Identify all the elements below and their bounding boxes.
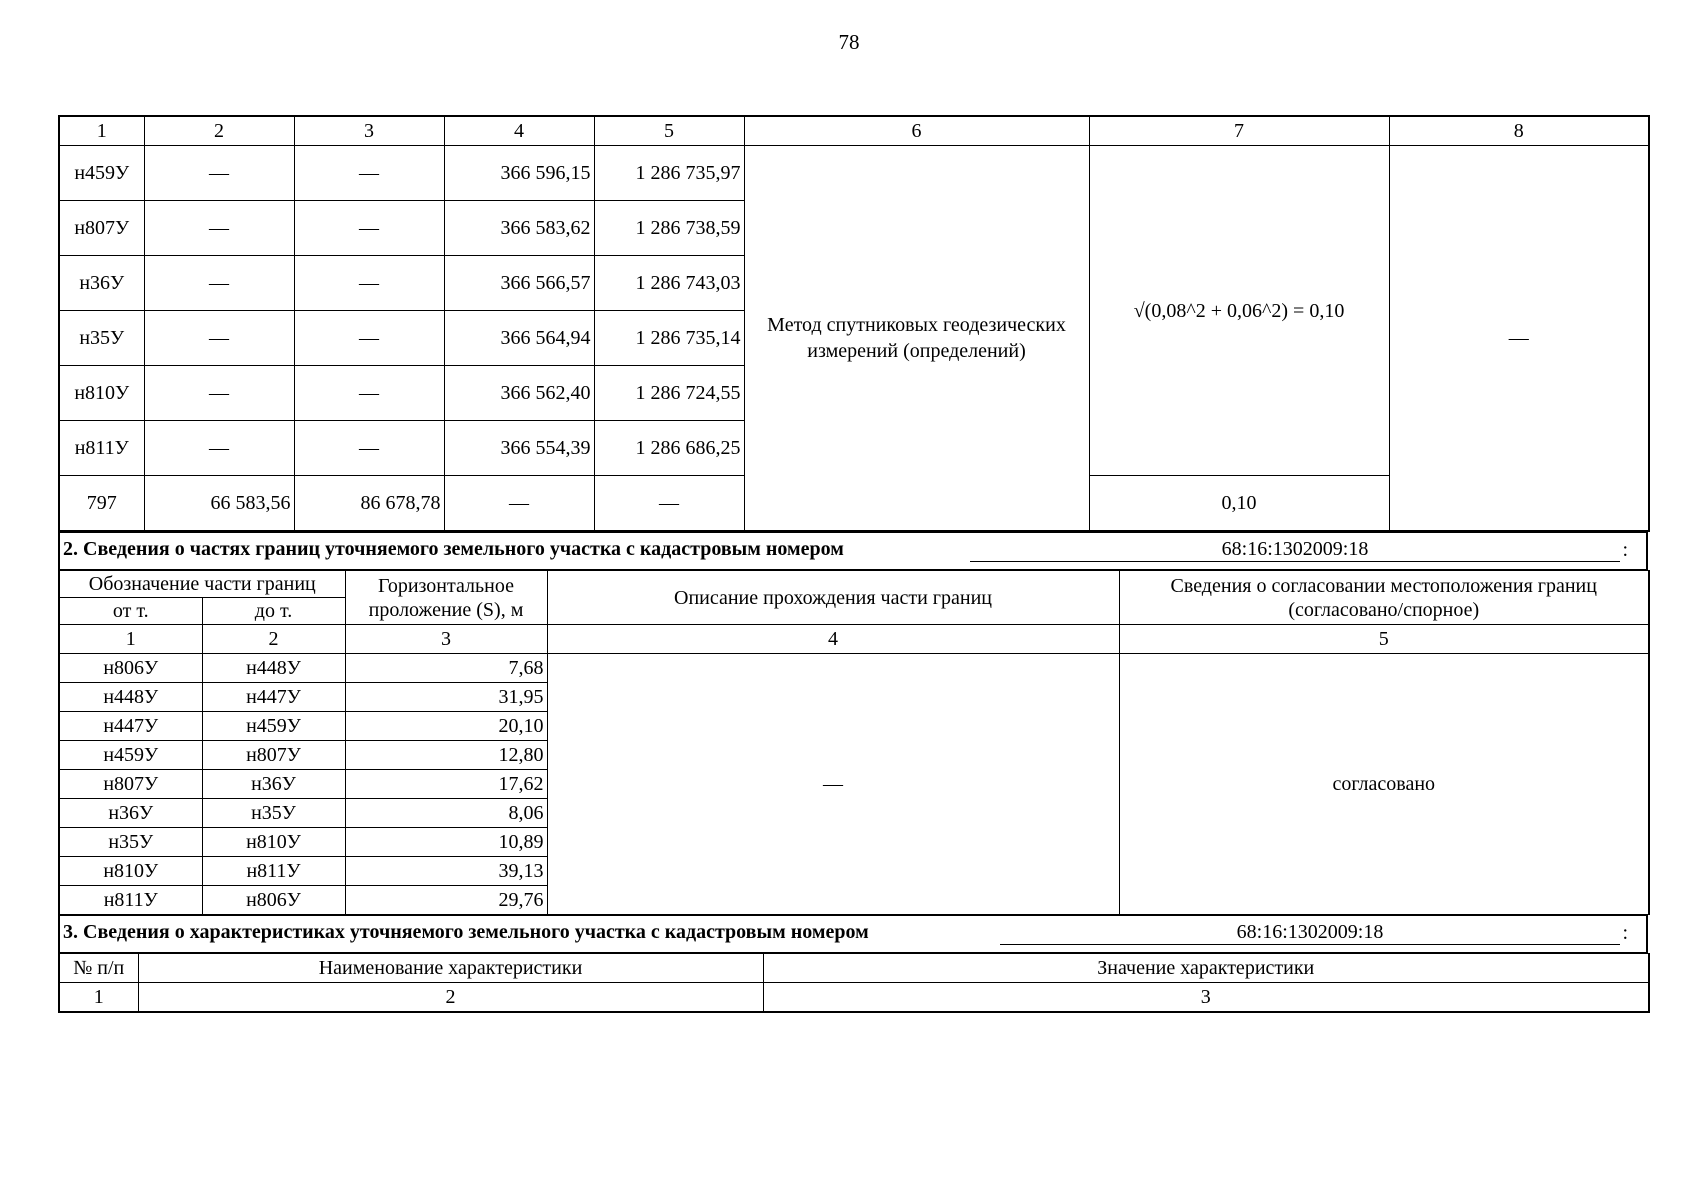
to-point: н811У [202,857,345,886]
new-y: 1 286 686,25 [594,421,744,476]
old-y: — [294,256,444,311]
to-point: н36У [202,770,345,799]
table-row [59,654,1649,683]
to-point: н448У [202,654,345,683]
table-row [59,146,1649,201]
section3-title: 3. Сведения о характеристиках уточняемого земельного участка с кадастровым номером [63,920,869,943]
new-x: 366 562,40 [444,366,594,421]
col-number: 2 [202,625,345,654]
col-number: 3 [763,983,1649,1013]
agreement-value: согласовано [1119,654,1649,915]
col-header: 6 [744,116,1089,146]
accuracy-formula: √(0,08^2 + 0,06^2) = 0,10 [1089,146,1389,476]
old-y: — [294,421,444,476]
point-name: н810У [59,366,144,421]
section2-title: 2. Сведения о частях границ уточняемого земельного участка с кадастровым номером [63,537,844,560]
section3-heading [59,916,1647,953]
to-point: н807У [202,741,345,770]
accuracy-last: 0,10 [1089,476,1389,532]
coordinates-table [58,115,1650,532]
new-y: 1 286 738,59 [594,201,744,256]
old-x: — [144,311,294,366]
old-y: — [294,146,444,201]
point-name: н459У [59,146,144,201]
new-y: 1 286 743,03 [594,256,744,311]
col-number: 5 [1119,625,1649,654]
new-x: 366 583,62 [444,201,594,256]
point-name: н807У [59,201,144,256]
from-point: н810У [59,857,202,886]
to-header: до т. [202,598,345,625]
boundary-header-row [59,571,1649,598]
col-header: 4 [444,116,594,146]
section2-heading [59,533,1647,570]
old-x: — [144,146,294,201]
boundary-parts-table [58,570,1650,915]
to-point: н459У [202,712,345,741]
designation-header: Обозначение части границ [59,571,345,598]
col-number: 2 [138,983,763,1013]
description-value: — [547,654,1119,915]
from-point: н35У [59,828,202,857]
new-y: 1 286 724,55 [594,366,744,421]
col-header: 7 [1089,116,1389,146]
name-header: Наименование характеристики [138,954,763,983]
distance: 10,89 [345,828,547,857]
characteristics-colnum-row [59,983,1649,1013]
to-point: н810У [202,828,345,857]
col-number: 4 [547,625,1119,654]
point-name: 797 [59,476,144,532]
new-y: 1 286 735,14 [594,311,744,366]
old-y: — [294,366,444,421]
boundary-colnum-row [59,625,1649,654]
to-point: н806У [202,886,345,915]
old-y: 86 678,78 [294,476,444,532]
description-header: Описание прохождения части границ [547,571,1119,625]
new-x: 366 554,39 [444,421,594,476]
distance: 20,10 [345,712,547,741]
new-y: — [594,476,744,532]
old-x: — [144,256,294,311]
distance: 7,68 [345,654,547,683]
col-number: 1 [59,625,202,654]
section3-colon: : [1622,922,1628,944]
section2-cadastral-number: 68:16:1302009:18 [970,537,1620,562]
section3-heading-table [58,915,1648,953]
section3-cadastral-number: 68:16:1302009:18 [1000,920,1620,945]
old-x: — [144,366,294,421]
distance: 8,06 [345,799,547,828]
distance: 31,95 [345,683,547,712]
from-point: н811У [59,886,202,915]
col-header: 1 [59,116,144,146]
col-header: 2 [144,116,294,146]
col-header: 8 [1389,116,1649,146]
from-point: н36У [59,799,202,828]
from-point: н459У [59,741,202,770]
from-point: н448У [59,683,202,712]
agreement-header: Сведения о согласовании местоположения границ (согласовано/спорное) [1119,571,1649,625]
from-point: н806У [59,654,202,683]
old-y: — [294,311,444,366]
new-x: 366 566,57 [444,256,594,311]
distance: 29,76 [345,886,547,915]
new-y: 1 286 735,97 [594,146,744,201]
new-x: 366 564,94 [444,311,594,366]
coordinates-header-row [59,116,1649,146]
section2-heading-table [58,532,1648,570]
point-name: н36У [59,256,144,311]
old-y: — [294,201,444,256]
document-body [58,115,1648,1013]
characteristics-table [58,953,1650,1013]
distance: 39,13 [345,857,547,886]
col8-value: — [1389,146,1649,532]
distance-header: Горизонтальное проложение (S), м [345,571,547,625]
distance: 17,62 [345,770,547,799]
point-name: н811У [59,421,144,476]
distance: 12,80 [345,741,547,770]
col-number: 1 [59,983,138,1013]
new-x: — [444,476,594,532]
from-header: от т. [59,598,202,625]
col-header: 3 [294,116,444,146]
from-point: н447У [59,712,202,741]
point-name: н35У [59,311,144,366]
num-header: № п/п [59,954,138,983]
to-point: н447У [202,683,345,712]
col-number: 3 [345,625,547,654]
page-number: 78 [838,30,860,54]
value-header: Значение характеристики [763,954,1649,983]
new-x: 366 596,15 [444,146,594,201]
col-header: 5 [594,116,744,146]
from-point: н807У [59,770,202,799]
old-x: 66 583,56 [144,476,294,532]
section2-colon: : [1622,539,1628,561]
old-x: — [144,201,294,256]
method-cell: Метод спутниковых геодезических измерений (определений) [744,146,1089,532]
characteristics-header-row [59,954,1649,983]
to-point: н35У [202,799,345,828]
old-x: — [144,421,294,476]
